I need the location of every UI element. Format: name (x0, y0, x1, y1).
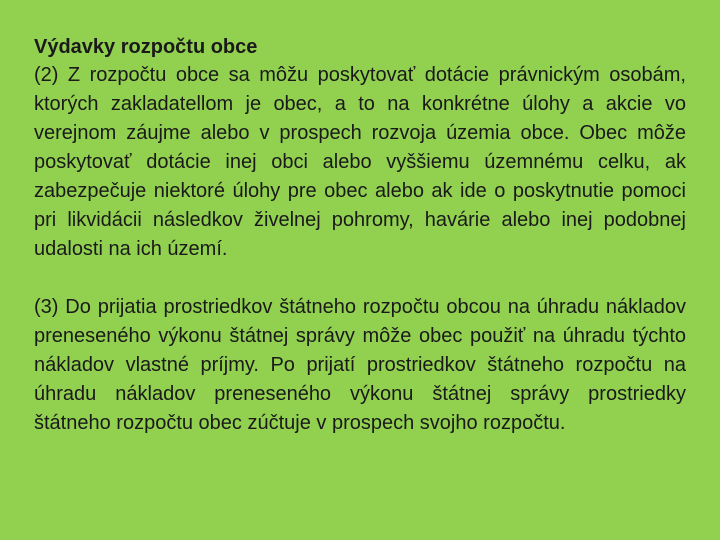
paragraph-2: (2) Z rozpočtu obce sa môžu poskytovať dotácie právnickým osobám, ktorých zakladatellom je obec, a to na konkrétne úlohy a akcie vo verejnom záujme alebo v prospech rozvoja územia obce. Obec môže poskytovať dotácie inej obci alebo vyššiemu územnému celku, ak zabezpečuje niektoré úlohy pre obec alebo ak ide o poskytnutie pomoci pri likvidácii následkov živelnej pohromy, havárie alebo inej podobnej udalosti na ich území. (34, 64, 686, 260)
paragraph-spacer (34, 264, 686, 293)
slide-content (34, 33, 686, 438)
paragraph-3: (3) Do prijatia prostriedkov štátneho rozpočtu obcou na úhradu nákladov preneseného výkonu štátnej správy môže obec použiť na úhradu týchto nákladov vlastné príjmy. Po prijatí prostriedkov štátneho rozpočtu na úhradu nákladov preneseného výkonu štátnej správy prostriedky štátneho rozpočtu obec zúčtuje v prospech svojho rozpočtu. (34, 296, 686, 434)
slide-title: Výdavky rozpočtu obce (34, 36, 258, 58)
